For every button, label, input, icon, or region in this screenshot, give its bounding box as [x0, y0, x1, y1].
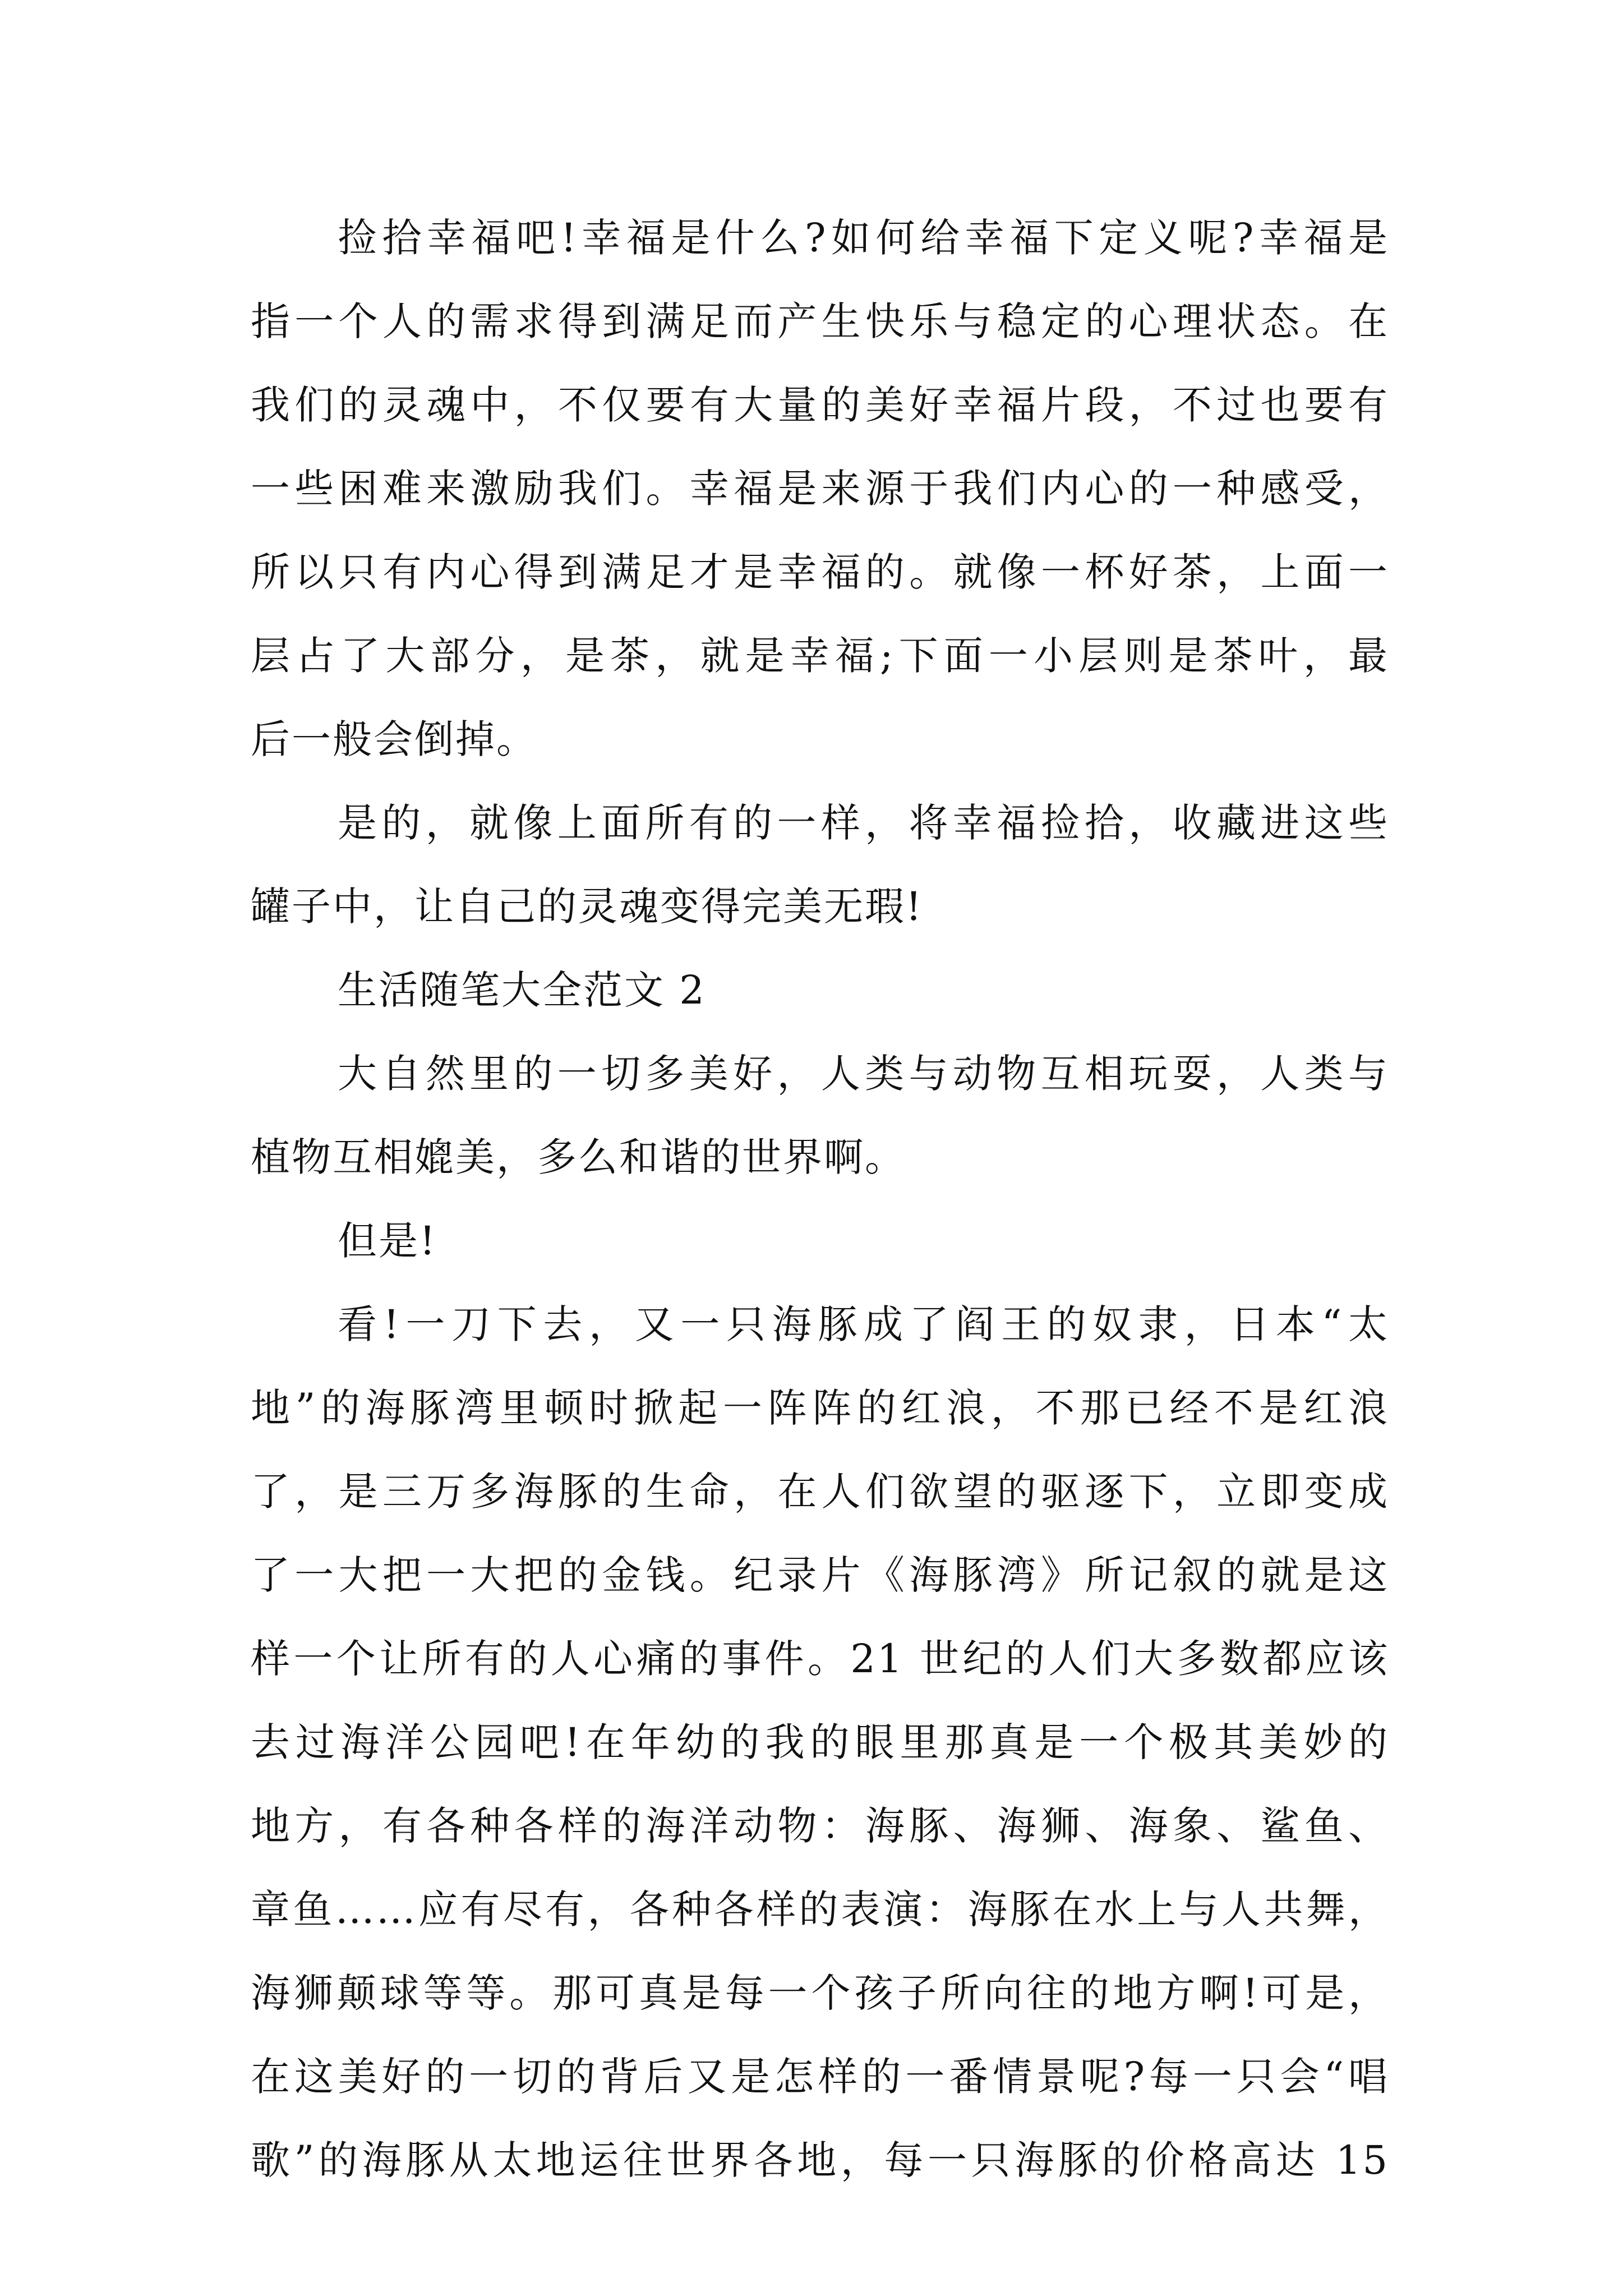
text-line: 罐子中，让自己的灵魂变得完美无瑕! — [251, 884, 924, 930]
text-line: 海狮颠球等等。那可真是每一个孩子所向往的地方啊!可是， — [251, 1970, 1389, 2016]
text-line: 大自然里的一切多美好，人类与动物互相玩耍，人类与 — [338, 1051, 1389, 1097]
text-line: 章鱼……应有尽有，各种各样的表演：海豚在水上与人共舞， — [251, 1887, 1389, 1932]
text-line: 了一大把一大把的金钱。纪录片《海豚湾》所记叙的就是这 — [251, 1552, 1389, 1598]
document-body — [251, 196, 1389, 2202]
text-line: 地”的海豚湾里顿时掀起一阵阵的红浪，不那已经不是红浪 — [251, 1385, 1389, 1431]
text-line: 样一个让所有的人心痛的事件。21 世纪的人们大多数都应该 — [251, 1636, 1389, 1682]
text-line: 所以只有内心得到满足才是幸福的。就像一杯好茶，上面一 — [251, 549, 1389, 595]
text-line: 层占了大部分，是茶，就是幸福;下面一小层则是茶叶，最 — [251, 633, 1389, 679]
text-line: 指一个人的需求得到满足而产生快乐与稳定的心理状态。在 — [251, 298, 1389, 344]
text-line: 是的，就像上面所有的一样，将幸福捡拾，收藏进这些 — [338, 800, 1389, 846]
section-heading: 生活随笔大全范文 2 — [338, 967, 706, 1013]
text-line: 歌”的海豚从太地运往世界各地，每一只海豚的价格高达 15 — [251, 2137, 1389, 2183]
text-line: 地方，有各种各样的海洋动物：海豚、海狮、海象、鲨鱼、 — [251, 1803, 1389, 1849]
text-line: 后一般会倒掉。 — [251, 716, 537, 762]
text-line: 在这美好的一切的背后又是怎样的一番情景呢?每一只会“唱 — [251, 2054, 1389, 2100]
text-line: 一些困难来激励我们。幸福是来源于我们内心的一种感受， — [251, 466, 1389, 512]
text-line: 植物互相媲美，多么和谐的世界啊。 — [251, 1134, 906, 1180]
text-line: 但是! — [338, 1218, 437, 1264]
text-line: 看!一刀下去，又一只海豚成了阎王的奴隶，日本“太 — [338, 1301, 1389, 1347]
text-line: 去过海洋公园吧!在年幼的我的眼里那真是一个极其美妙的 — [251, 1719, 1389, 1765]
text-line: 捡拾幸福吧!幸福是什么?如何给幸福下定义呢?幸福是 — [338, 215, 1389, 261]
text-line: 了，是三万多海豚的生命，在人们欲望的驱逐下，立即变成 — [251, 1469, 1389, 1515]
text-line: 我们的灵魂中，不仅要有大量的美好幸福片段，不过也要有 — [251, 382, 1389, 428]
